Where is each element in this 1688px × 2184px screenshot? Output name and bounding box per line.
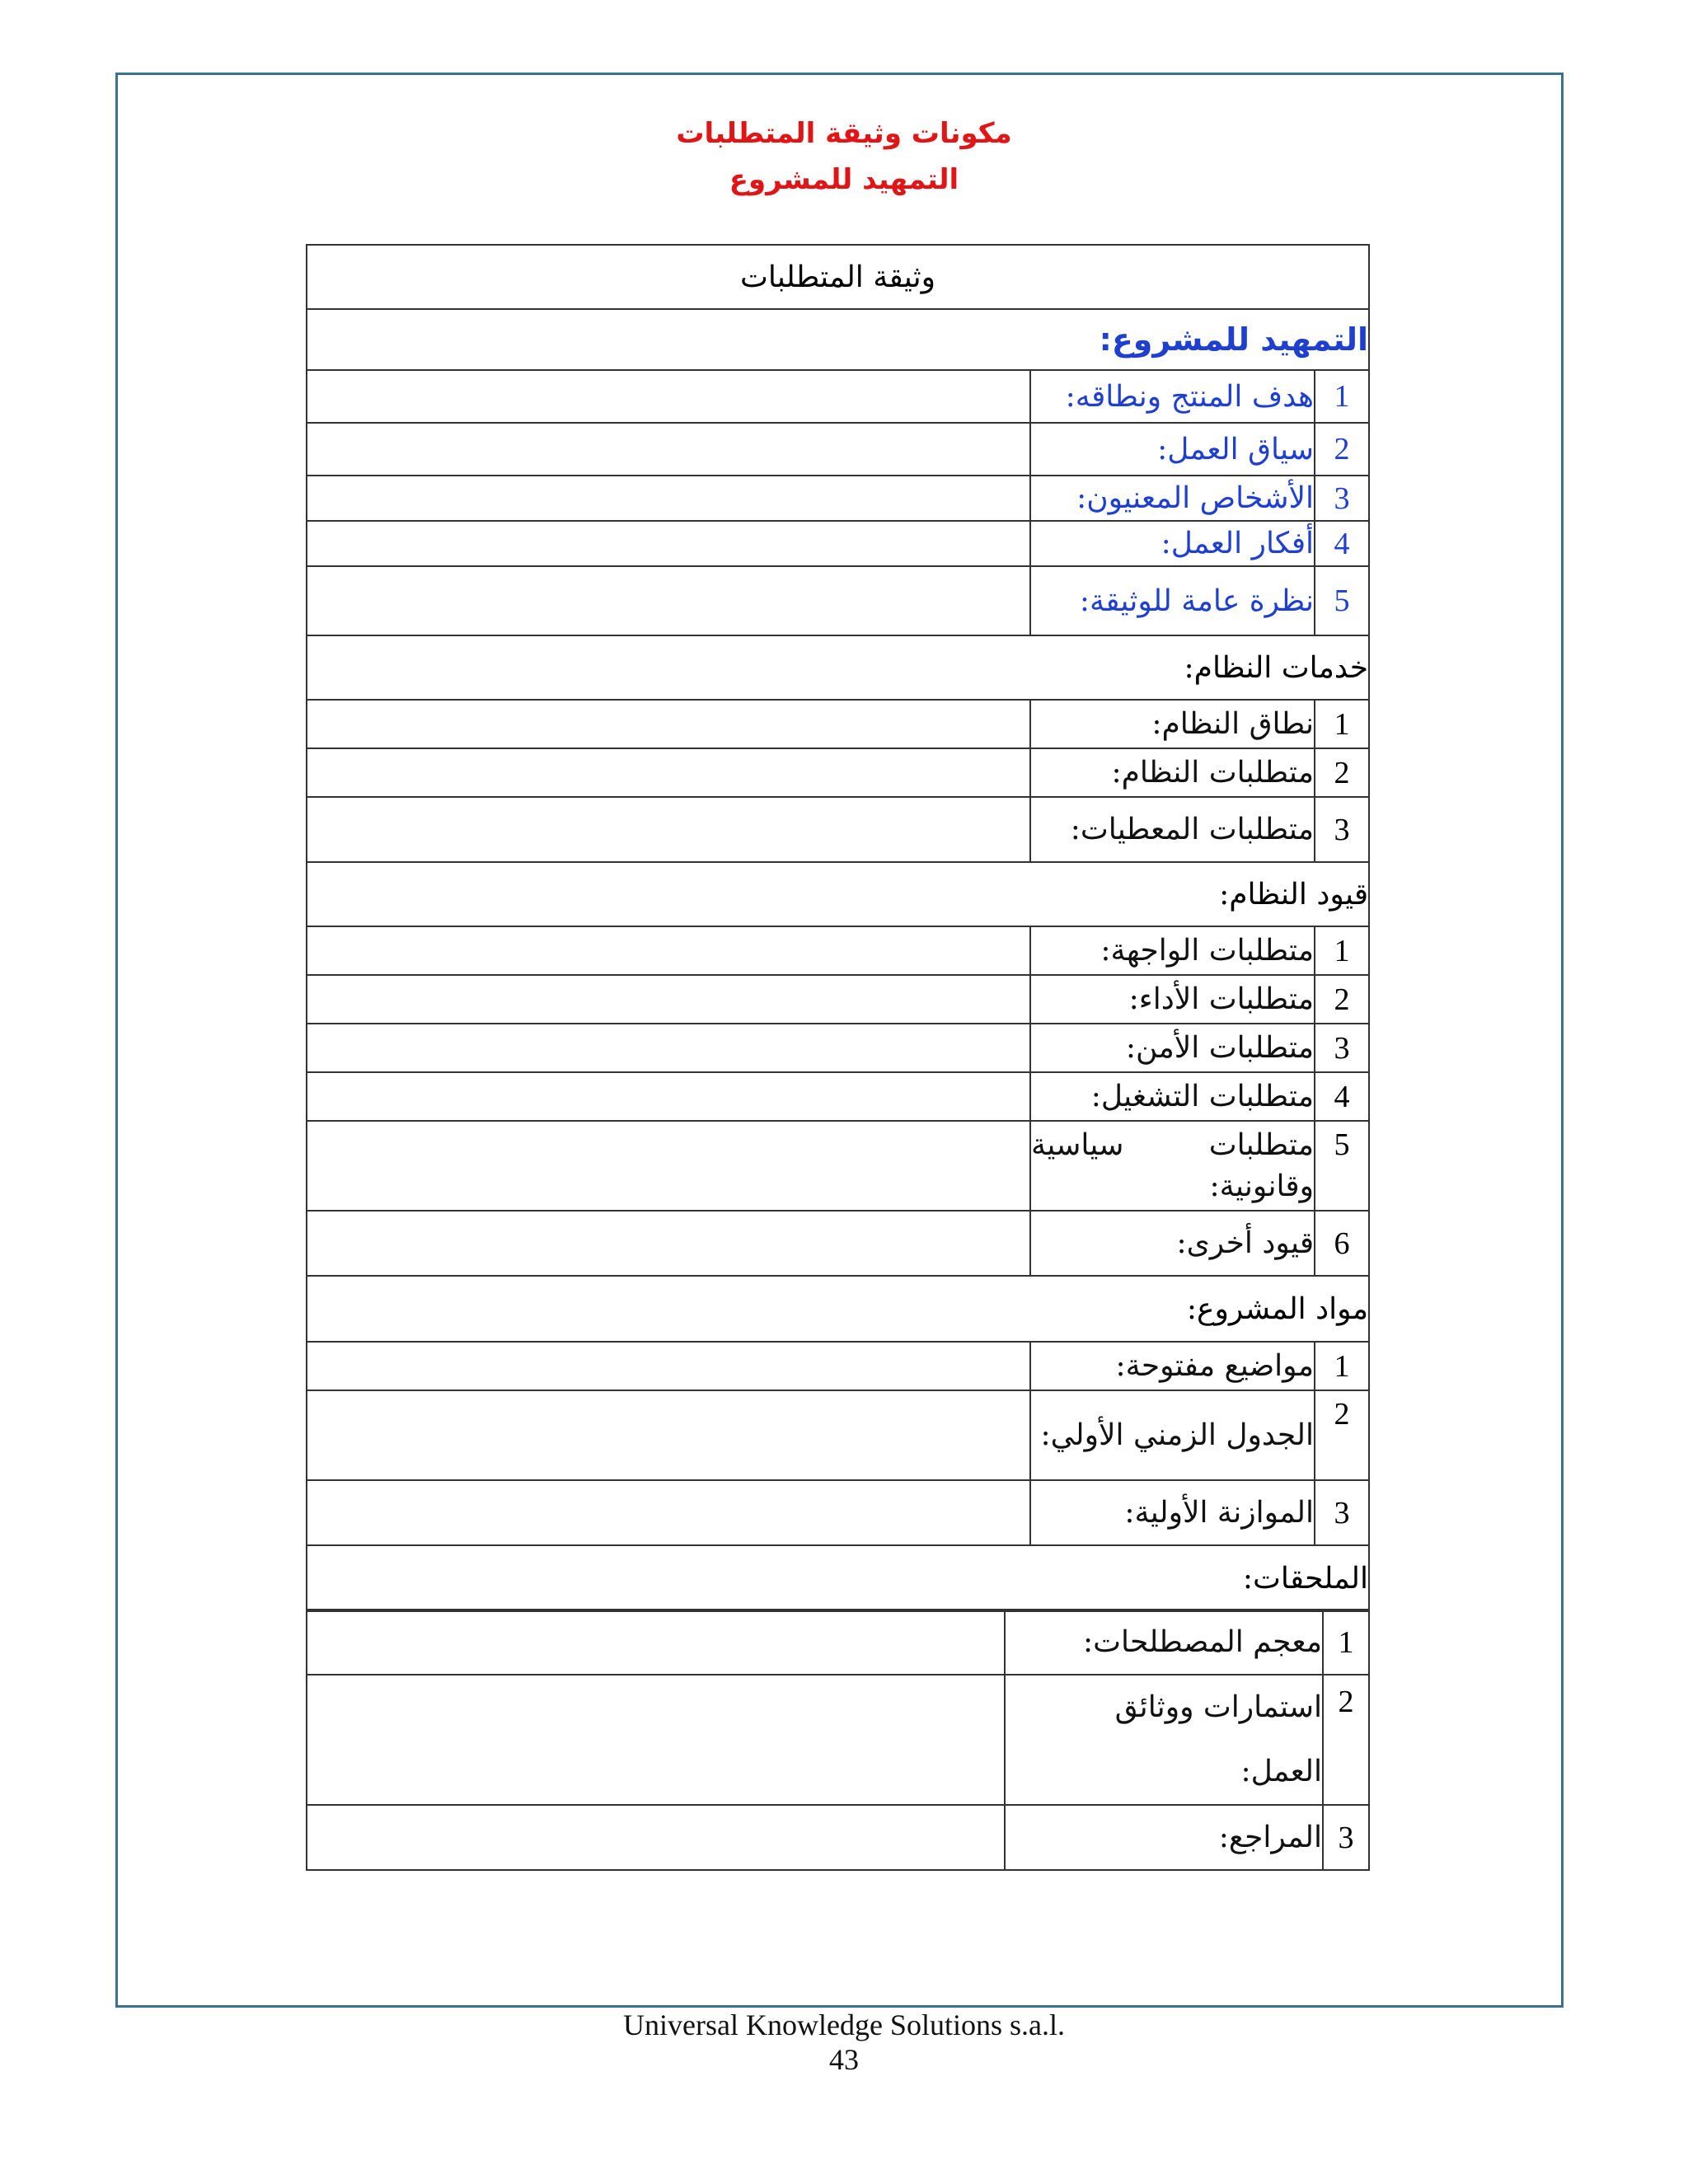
item-number: 2 [1315, 1390, 1369, 1480]
item-label: متطلبات التشغيل: [1030, 1072, 1315, 1121]
item-number: 1 [1315, 926, 1369, 975]
section-heading-project-intro: التمهيد للمشروع: [307, 309, 1369, 370]
item-value-cell [307, 1390, 1030, 1480]
item-number: 3 [1315, 1480, 1369, 1545]
item-number: 4 [1315, 521, 1369, 566]
section-heading-project-materials: مواد المشروع: [307, 1276, 1369, 1342]
item-label: قيود أخرى: [1030, 1211, 1315, 1276]
item-value-cell [307, 700, 1030, 748]
item-number: 5 [1315, 566, 1369, 635]
item-value-cell [307, 1211, 1030, 1276]
item-value-cell [307, 476, 1030, 521]
table-header: وثيقة المتطلبات [307, 245, 1369, 309]
item-value-cell [307, 1610, 1005, 1675]
item-value-cell [307, 566, 1030, 635]
item-label: الأشخاص المعنيون: [1030, 476, 1315, 521]
item-label: مواضيع مفتوحة: [1030, 1342, 1315, 1390]
appendix-table [306, 1609, 1370, 1871]
item-number: 3 [1315, 797, 1369, 862]
item-label: الجدول الزمني الأولي: [1030, 1390, 1315, 1480]
item-value-cell [307, 926, 1030, 975]
item-number: 1 [1315, 1342, 1369, 1390]
item-label: متطلبات النظام: [1030, 748, 1315, 797]
item-number: 2 [1323, 1675, 1369, 1805]
item-label: هدف المنتج ونطاقه: [1030, 370, 1315, 423]
item-number: 3 [1315, 1024, 1369, 1072]
item-number: 2 [1315, 748, 1369, 797]
item-value-cell [307, 1805, 1005, 1870]
item-number: 2 [1315, 423, 1369, 476]
item-value-cell [307, 797, 1030, 862]
item-number: 6 [1315, 1211, 1369, 1276]
item-number: 3 [1323, 1805, 1369, 1870]
item-label: استمارات ووثائق العمل: [1005, 1675, 1323, 1805]
item-value-cell [307, 521, 1030, 566]
item-number: 3 [1315, 476, 1369, 521]
section-heading-system-services: خدمات النظام: [307, 635, 1369, 700]
item-value-cell [307, 748, 1030, 797]
item-label: أفكار العمل: [1030, 521, 1315, 566]
item-label: سياق العمل: [1030, 423, 1315, 476]
item-label: الموازنة الأولية: [1030, 1480, 1315, 1545]
item-value-cell [307, 1072, 1030, 1121]
item-number: 1 [1323, 1610, 1369, 1675]
document-title: مكونات وثيقة المتطلبات [676, 117, 1012, 150]
item-value-cell [307, 1480, 1030, 1545]
item-label: متطلبات سياسية وقانونية: [1030, 1121, 1315, 1211]
requirements-table [306, 244, 1370, 1612]
section-heading-appendices: الملحقات: [307, 1545, 1369, 1611]
footer-company: Universal Knowledge Solutions s.a.l. [623, 2008, 1065, 2041]
item-label: متطلبات الواجهة: [1030, 926, 1315, 975]
item-value-cell [307, 1024, 1030, 1072]
item-label: متطلبات الأداء: [1030, 975, 1315, 1024]
item-value-cell [307, 1675, 1005, 1805]
item-value-cell [307, 1121, 1030, 1211]
item-label: نطاق النظام: [1030, 700, 1315, 748]
item-number: 1 [1315, 370, 1369, 423]
item-label: متطلبات المعطيات: [1030, 797, 1315, 862]
item-label: معجم المصطلحات: [1005, 1610, 1323, 1675]
section-heading-system-constraints: قيود النظام: [307, 862, 1369, 926]
item-value-cell [307, 423, 1030, 476]
item-label: متطلبات الأمن: [1030, 1024, 1315, 1072]
item-label: المراجع: [1005, 1805, 1323, 1870]
item-label: نظرة عامة للوثيقة: [1030, 566, 1315, 635]
item-value-cell [307, 975, 1030, 1024]
document-subtitle: التمهيد للمشروع [729, 163, 959, 196]
item-number: 4 [1315, 1072, 1369, 1121]
item-value-cell [307, 1342, 1030, 1390]
item-number: 2 [1315, 975, 1369, 1024]
item-number: 5 [1315, 1121, 1369, 1211]
page-number: 43 [829, 2043, 859, 2076]
item-number: 1 [1315, 700, 1369, 748]
item-value-cell [307, 370, 1030, 423]
